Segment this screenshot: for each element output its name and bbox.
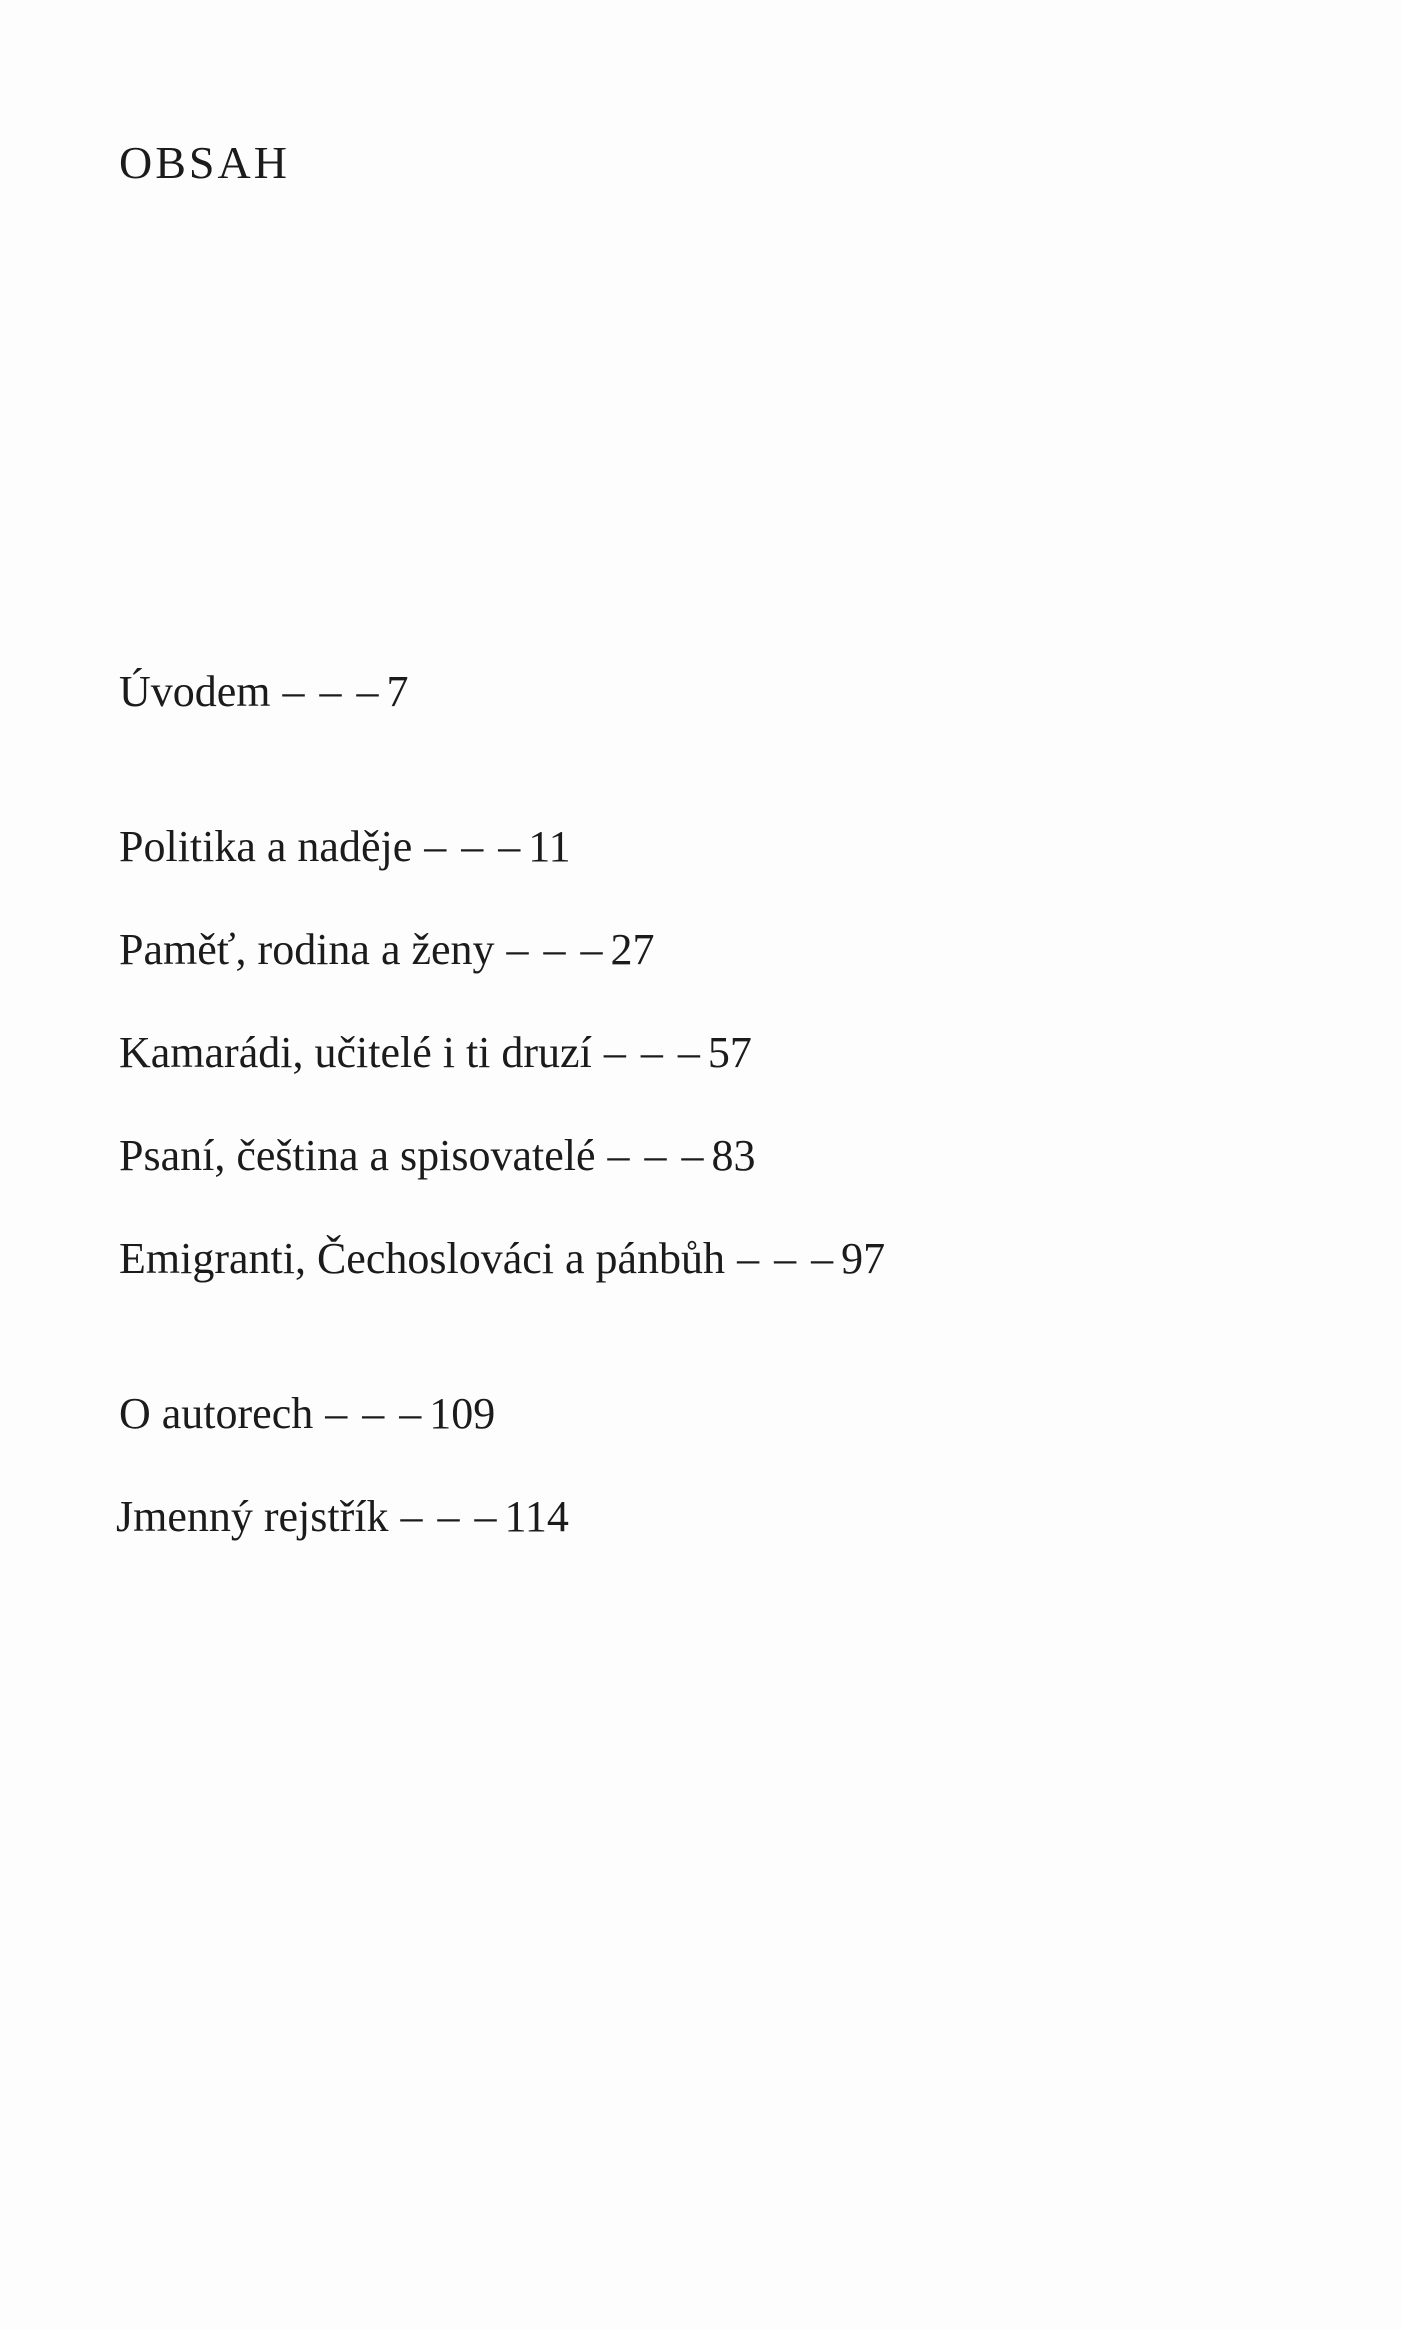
toc-entry-page: 7	[386, 667, 409, 716]
toc-entry-title: Paměť, rodina a ženy	[119, 925, 495, 974]
toc-entry	[119, 1131, 756, 1180]
toc-entry	[119, 1028, 752, 1077]
toc-entry-page: 114	[504, 1492, 569, 1541]
toc-entry-page: 83	[711, 1131, 756, 1180]
toc-entry-title: Jmenný rejstřík	[116, 1492, 389, 1541]
toc-separator: – – –	[400, 1492, 499, 1541]
toc-separator: – – –	[603, 1028, 702, 1077]
toc-separator: – – –	[325, 1389, 424, 1438]
toc-separator: – – –	[737, 1234, 836, 1283]
toc-separator: – – –	[282, 667, 381, 716]
toc-entry-page: 57	[707, 1028, 752, 1077]
toc-entry	[119, 822, 571, 871]
toc-separator: – – –	[424, 822, 523, 871]
toc-entry-page: 11	[528, 822, 571, 871]
toc-entry-title: Politika a naděje	[119, 822, 413, 871]
toc-entry-title: Kamarádi, učitelé i ti druzí	[119, 1028, 592, 1077]
page-title: OBSAH	[119, 137, 290, 188]
toc-entry-title: O autorech	[119, 1389, 314, 1438]
toc-entry	[116, 1492, 569, 1541]
toc-entry-title: Úvodem	[119, 667, 271, 716]
toc-entry	[119, 1389, 496, 1438]
toc-separator: – – –	[607, 1131, 706, 1180]
toc-entry-page: 109	[429, 1389, 496, 1438]
toc-entry-title: Emigranti, Čechoslováci a pánbůh	[119, 1234, 726, 1283]
toc-separator: – – –	[506, 925, 605, 974]
toc-entry	[119, 925, 655, 974]
toc-entry	[119, 1234, 886, 1283]
toc-entry-page: 97	[841, 1234, 886, 1283]
toc-entry	[119, 667, 409, 716]
toc-entry-page: 27	[610, 925, 655, 974]
toc-entry-title: Psaní, čeština a spisovatelé	[119, 1131, 596, 1180]
